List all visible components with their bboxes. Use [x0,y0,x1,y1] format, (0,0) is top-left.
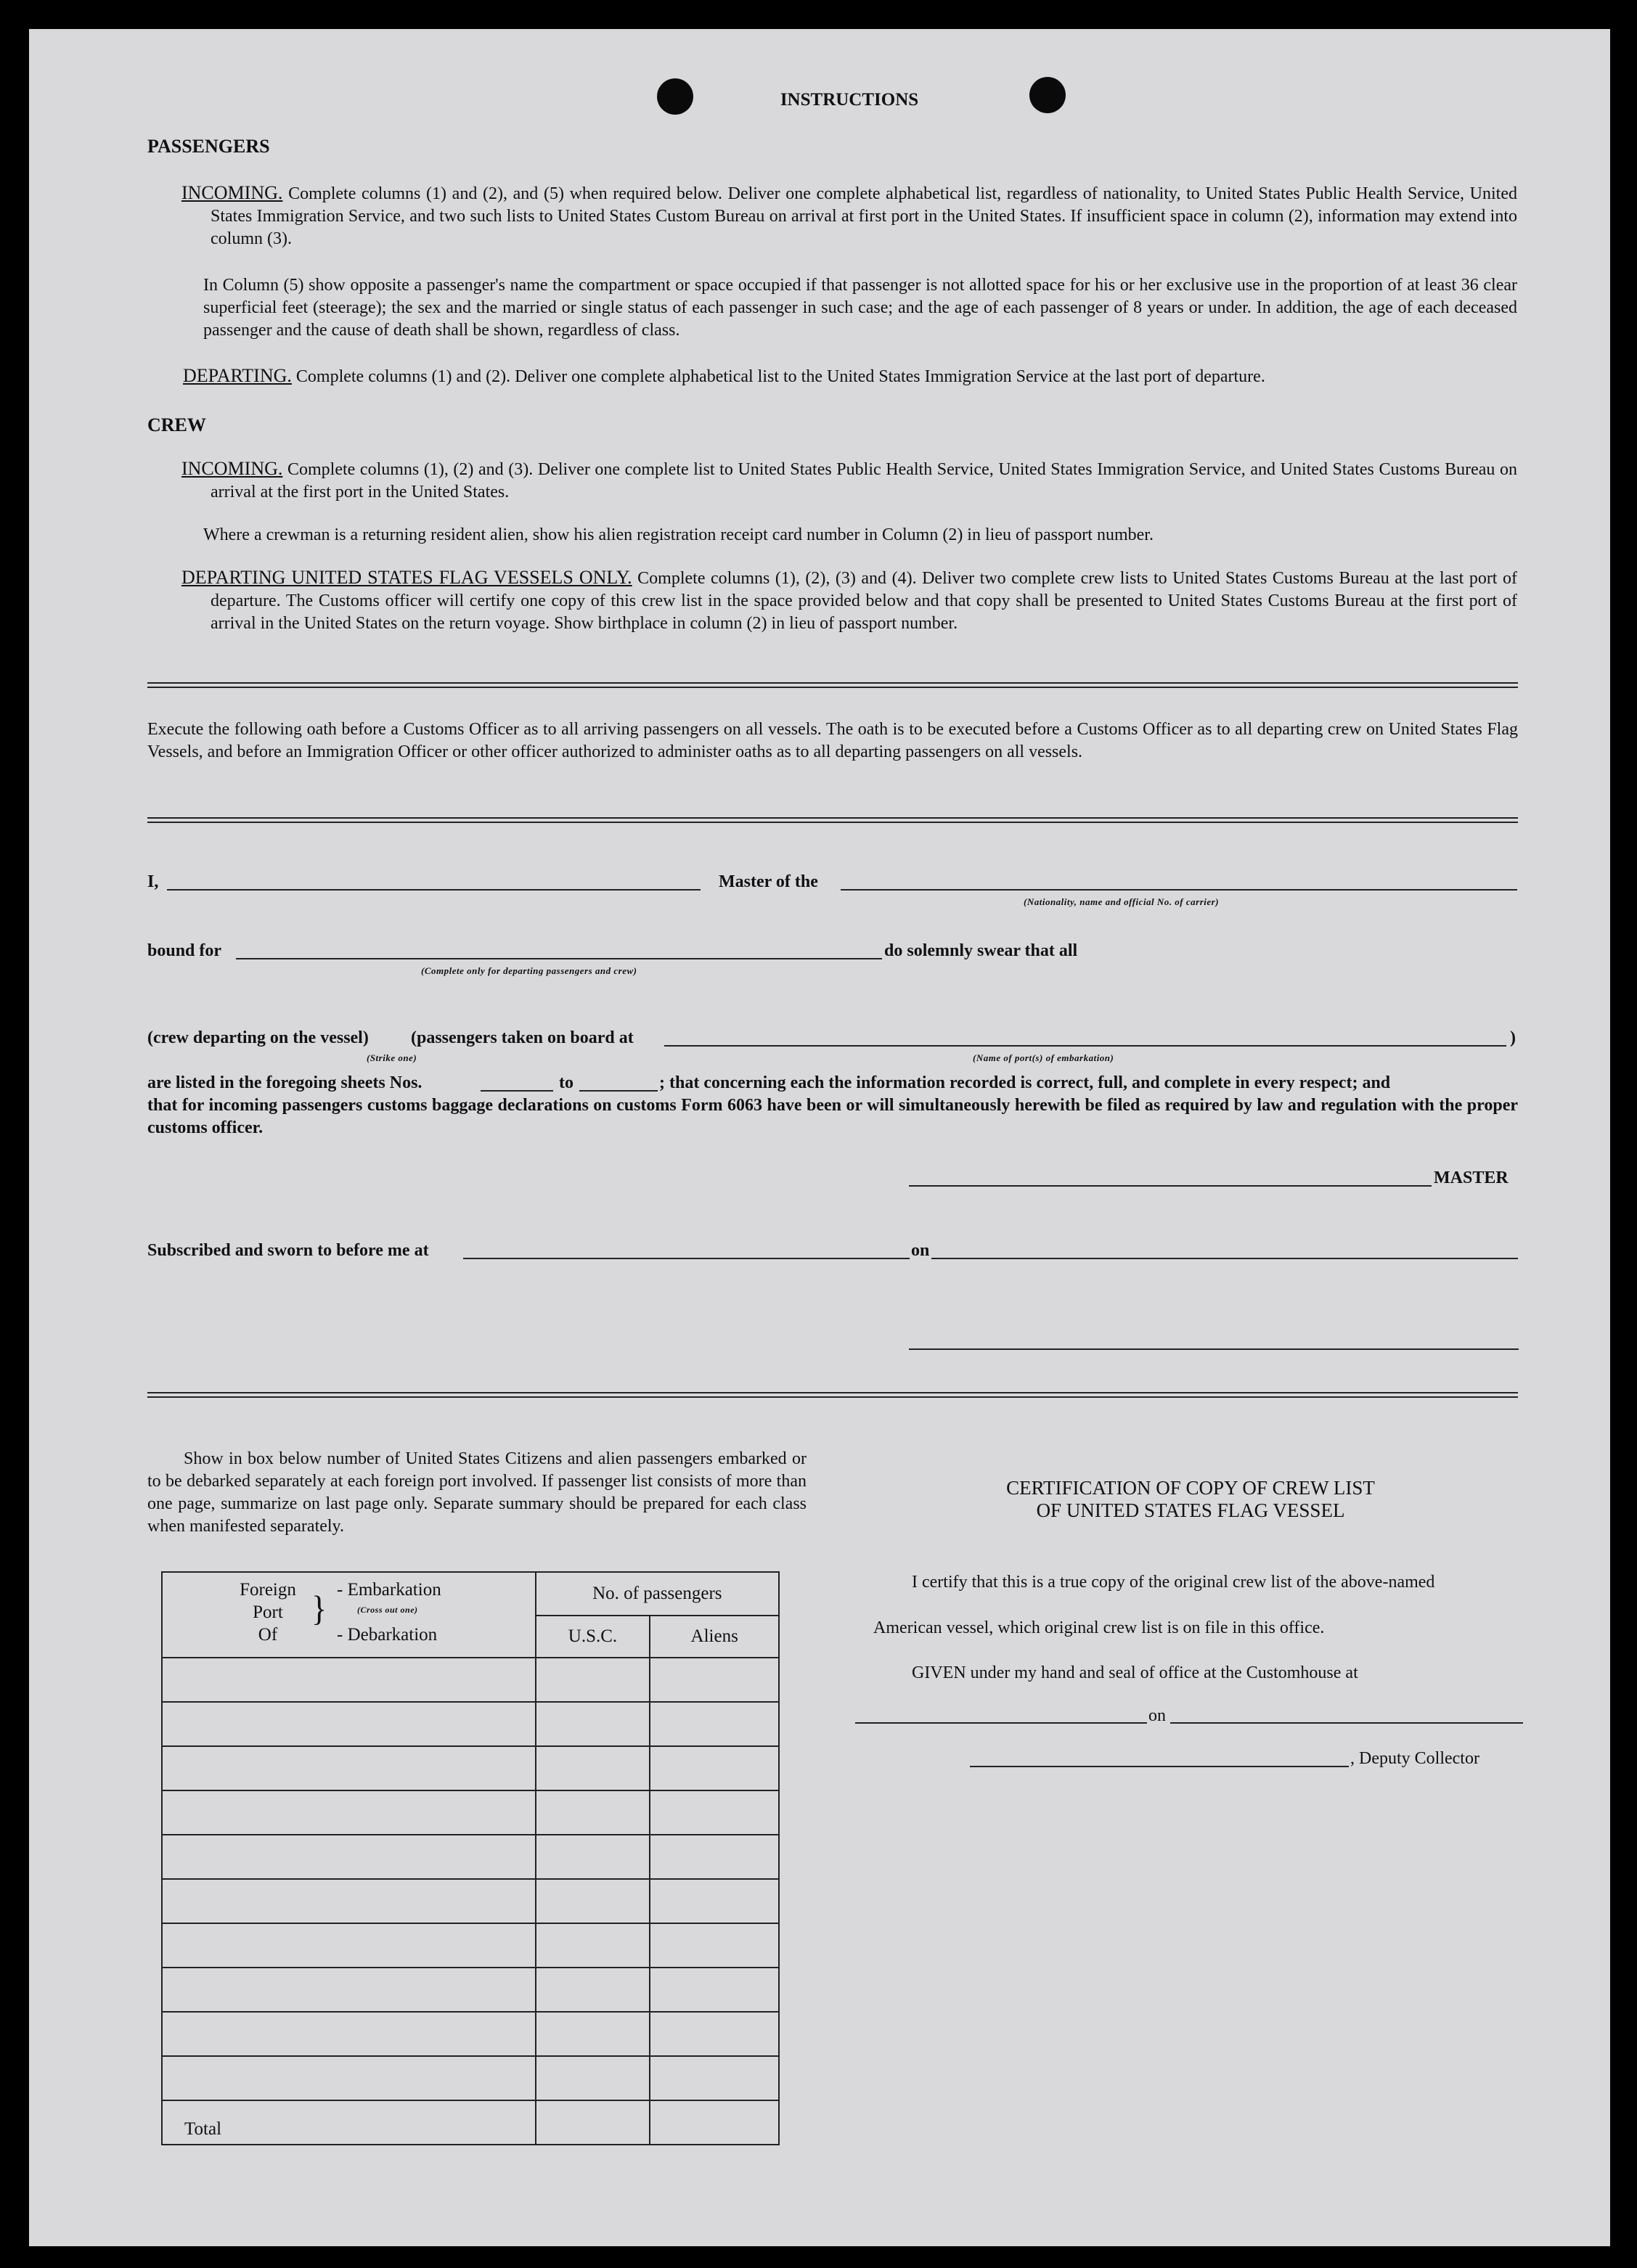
master-label: MASTER [1434,1168,1509,1187]
certify-text: I certify that this is a true copy of the original crew list of the above-named [912,1573,1435,1592]
crew-departing-option[interactable]: (crew departing on the vessel) [147,1028,369,1047]
port-cell[interactable] [162,1658,536,1702]
port-cell[interactable] [162,1746,536,1790]
usc-cell[interactable] [536,1658,650,1702]
strike-one-hint: (Strike one) [367,1052,417,1063]
table-row [162,1968,779,2012]
port-cell[interactable] [162,1968,536,2012]
certification-title [871,1477,1510,1522]
total-label: Total [162,2100,536,2145]
certify-text-2: American vessel, which original crew list is on file in this office. [873,1618,1325,1637]
port-column-header [162,1572,536,1658]
table-row [162,1702,779,1746]
total-row [162,2100,779,2145]
usc-cell[interactable] [536,1790,650,1835]
passengers-departing-text: Complete columns (1) and (2). Deliver one complete alphabetical list to the United States Immigration Service at the last port of departure. [295,367,1265,386]
port-header-line-2: Port [253,1602,283,1622]
total-usc-cell[interactable] [536,2100,650,2145]
aliens-column-header: Aliens [650,1616,779,1658]
embarkation-option[interactable]: - Embarkation [337,1580,441,1600]
crew-departing-label: DEPARTING UNITED STATES FLAG VESSELS ONLY. [181,567,632,588]
sheet-from-field[interactable] [481,1090,553,1092]
usc-cell[interactable] [536,1835,650,1879]
certification-on-label: on [1148,1706,1166,1725]
page-title: INSTRUCTIONS [780,90,919,110]
port-cell[interactable] [162,2056,536,2100]
vessel-field[interactable] [841,889,1517,891]
port-cell[interactable] [162,1835,536,1879]
aliens-cell[interactable] [650,1702,779,1746]
passengers-incoming-text: Complete columns (1) and (2), and (5) when required below. Deliver one complete alphabetical list, regardless of nationality, to United States Public Health Service, United States Immigration Service, and two such lists to United States Custom Bureau on arrival at first port in the United States. If insufficient space in column (2), information may extend into column (3). [211,184,1518,248]
port-cell[interactable] [162,1923,536,1968]
passengers-heading: PASSENGERS [147,136,270,157]
subscribed-label: Subscribed and sworn to before me at [147,1241,429,1260]
aliens-cell[interactable] [650,1968,779,2012]
passengers-departing-label: DEPARTING. [183,365,292,386]
swear-label: do solemnly swear that all [884,941,1078,960]
passengers-count-header: No. of passengers [536,1572,779,1616]
sheet-to-field[interactable] [579,1090,658,1092]
port-cell[interactable] [162,1790,536,1835]
subscribed-place-field[interactable] [463,1258,910,1259]
port-cell[interactable] [162,1879,536,1923]
deputy-signature-field[interactable] [970,1766,1349,1767]
port-cell[interactable] [162,1702,536,1746]
summary-divider [147,1392,1518,1398]
certification-title-line-1: CERTIFICATION OF COPY OF CREW LIST [1006,1477,1375,1499]
close-paren: ) [1510,1028,1516,1047]
usc-cell[interactable] [536,1702,650,1746]
ports-field[interactable] [664,1045,1506,1047]
cross-out-hint: (Cross out one) [357,1605,418,1615]
table-row [162,1790,779,1835]
usc-cell[interactable] [536,1746,650,1790]
aliens-cell[interactable] [650,1923,779,1968]
form-page [29,29,1610,2246]
listed-text-2: that for incoming passengers customs baggage declarations on customs Form 6063 have been or will simultaneously herewith be filed as required by law and regulation with the proper customs officer. [147,1096,1518,1137]
deputy-collector-label: , Deputy Collector [1350,1749,1479,1768]
subscribed-on-label: on [911,1241,930,1260]
aliens-cell[interactable] [650,1879,779,1923]
aliens-cell[interactable] [650,2012,779,2056]
usc-cell[interactable] [536,2012,650,2056]
oath-divider [147,817,1518,823]
summary-instructions: Show in box below number of United States Citizens and alien passengers embarked or to be debarked separately at each foreign port involved. If passenger list consists of more than one page, summarize on last page only. Separate summary should be prepared for each class when manifested separately. [147,1449,807,1536]
table-row [162,1923,779,1968]
crew-resident-paragraph: Where a crewman is a returning resident alien, show his alien registration receipt card number in Column (2) in lieu of passport number. [203,525,1154,544]
crew-incoming-paragraph [181,457,1517,504]
oath-intro: Execute the following oath before a Customs Officer as to all arriving passengers on all vessels. The oath is to be executed before a Customs Officer as to all departing crew on United States Flag Vessels, and before an Immigration Officer or other officer authorized to administer oaths as to all departing passengers on all vessels. [147,720,1518,761]
port-header-line-1: Foreign [240,1580,296,1600]
usc-cell[interactable] [536,1968,650,2012]
section-divider [147,682,1518,688]
passengers-taken-option[interactable]: (passengers taken on board at [411,1028,634,1047]
aliens-cell[interactable] [650,1790,779,1835]
listed-label: are listed in the foregoing sheets Nos. [147,1073,422,1092]
crew-departing-paragraph [181,566,1517,635]
aliens-cell[interactable] [650,1835,779,1879]
crew-departing-text: Complete columns (1), (2), (3) and (4). Deliver two complete crew lists to United States Customs Bureau at the last port of departure. The Customs officer will certify one copy of this crew list in the space provided below and that copy shall be presented to United States Customs Bureau at the first port of arrival in the United States on the return voyage. Show birthplace in column (2) in lieu of passport number. [211,569,1517,633]
usc-cell[interactable] [536,1923,650,1968]
master-of-label: Master of the [719,872,818,891]
bound-for-label: bound for [147,941,222,960]
aliens-cell[interactable] [650,2056,779,2100]
debarkation-option[interactable]: - Debarkation [337,1625,438,1645]
given-text: GIVEN under my hand and seal of office at the Customhouse at [912,1663,1358,1682]
punch-hole-right [1029,77,1066,113]
table-row [162,1658,779,1702]
crew-incoming-label: INCOMING. [181,458,283,479]
nationality-hint: (Nationality, name and official No. of carrier) [1024,896,1220,907]
usc-cell[interactable] [536,1879,650,1923]
aliens-cell[interactable] [650,1658,779,1702]
total-aliens-cell[interactable] [650,2100,779,2145]
passengers-incoming-paragraph [181,181,1517,250]
listed-text: ; that concerning each the information recorded is correct, full, and complete in every respect; and [659,1073,1391,1092]
table-row [162,2012,779,2056]
officer-signature-field[interactable] [909,1348,1519,1350]
bound-for-field[interactable] [236,958,882,959]
master-name-field[interactable] [167,889,701,891]
table-row [162,2056,779,2100]
certification-title-line-2: OF UNITED STATES FLAG VESSEL [1036,1499,1345,1521]
port-cell[interactable] [162,2012,536,2056]
port-header-line-3: Of [258,1625,278,1645]
customhouse-field[interactable] [855,1722,1147,1724]
usc-cell[interactable] [536,2056,650,2100]
aliens-cell[interactable] [650,1746,779,1790]
crew-incoming-text: Complete columns (1), (2) and (3). Deliver one complete list to United States Public Health Service, United States Immigration Service, and United States Customs Bureau on arrival at the first port in the United States. [211,460,1518,502]
brace-icon: } [311,1589,327,1629]
to-label: to [559,1073,573,1092]
summary-table [161,1571,780,2145]
master-signature-field[interactable] [909,1185,1432,1187]
ports-hint: (Name of port(s) of embarkation) [973,1052,1114,1063]
table-row [162,1746,779,1790]
subscribed-date-field[interactable] [931,1258,1518,1259]
certification-date-field[interactable] [1170,1722,1523,1724]
table-row [162,1835,779,1879]
usc-column-header: U.S.C. [536,1616,650,1658]
bound-for-hint: (Complete only for departing passengers and crew) [421,965,637,976]
passengers-column5-paragraph: In Column (5) show opposite a passenger's name the compartment or space occupied if that passenger is not allotted space for his or her exclusive use in the proportion of at least 36 clear superficial feet (steerage); the sex and the married or single status of each passenger in such case; and the age of each passenger of 8 years or under. In addition, the age of each deceased passenger and the cause of death shall be shown, regardless of class. [203,276,1517,340]
crew-heading: CREW [147,414,206,435]
passengers-departing-paragraph [183,364,1517,388]
passengers-incoming-label: INCOMING. [181,182,283,203]
table-row [162,1879,779,1923]
oath-i-label: I, [147,872,159,891]
